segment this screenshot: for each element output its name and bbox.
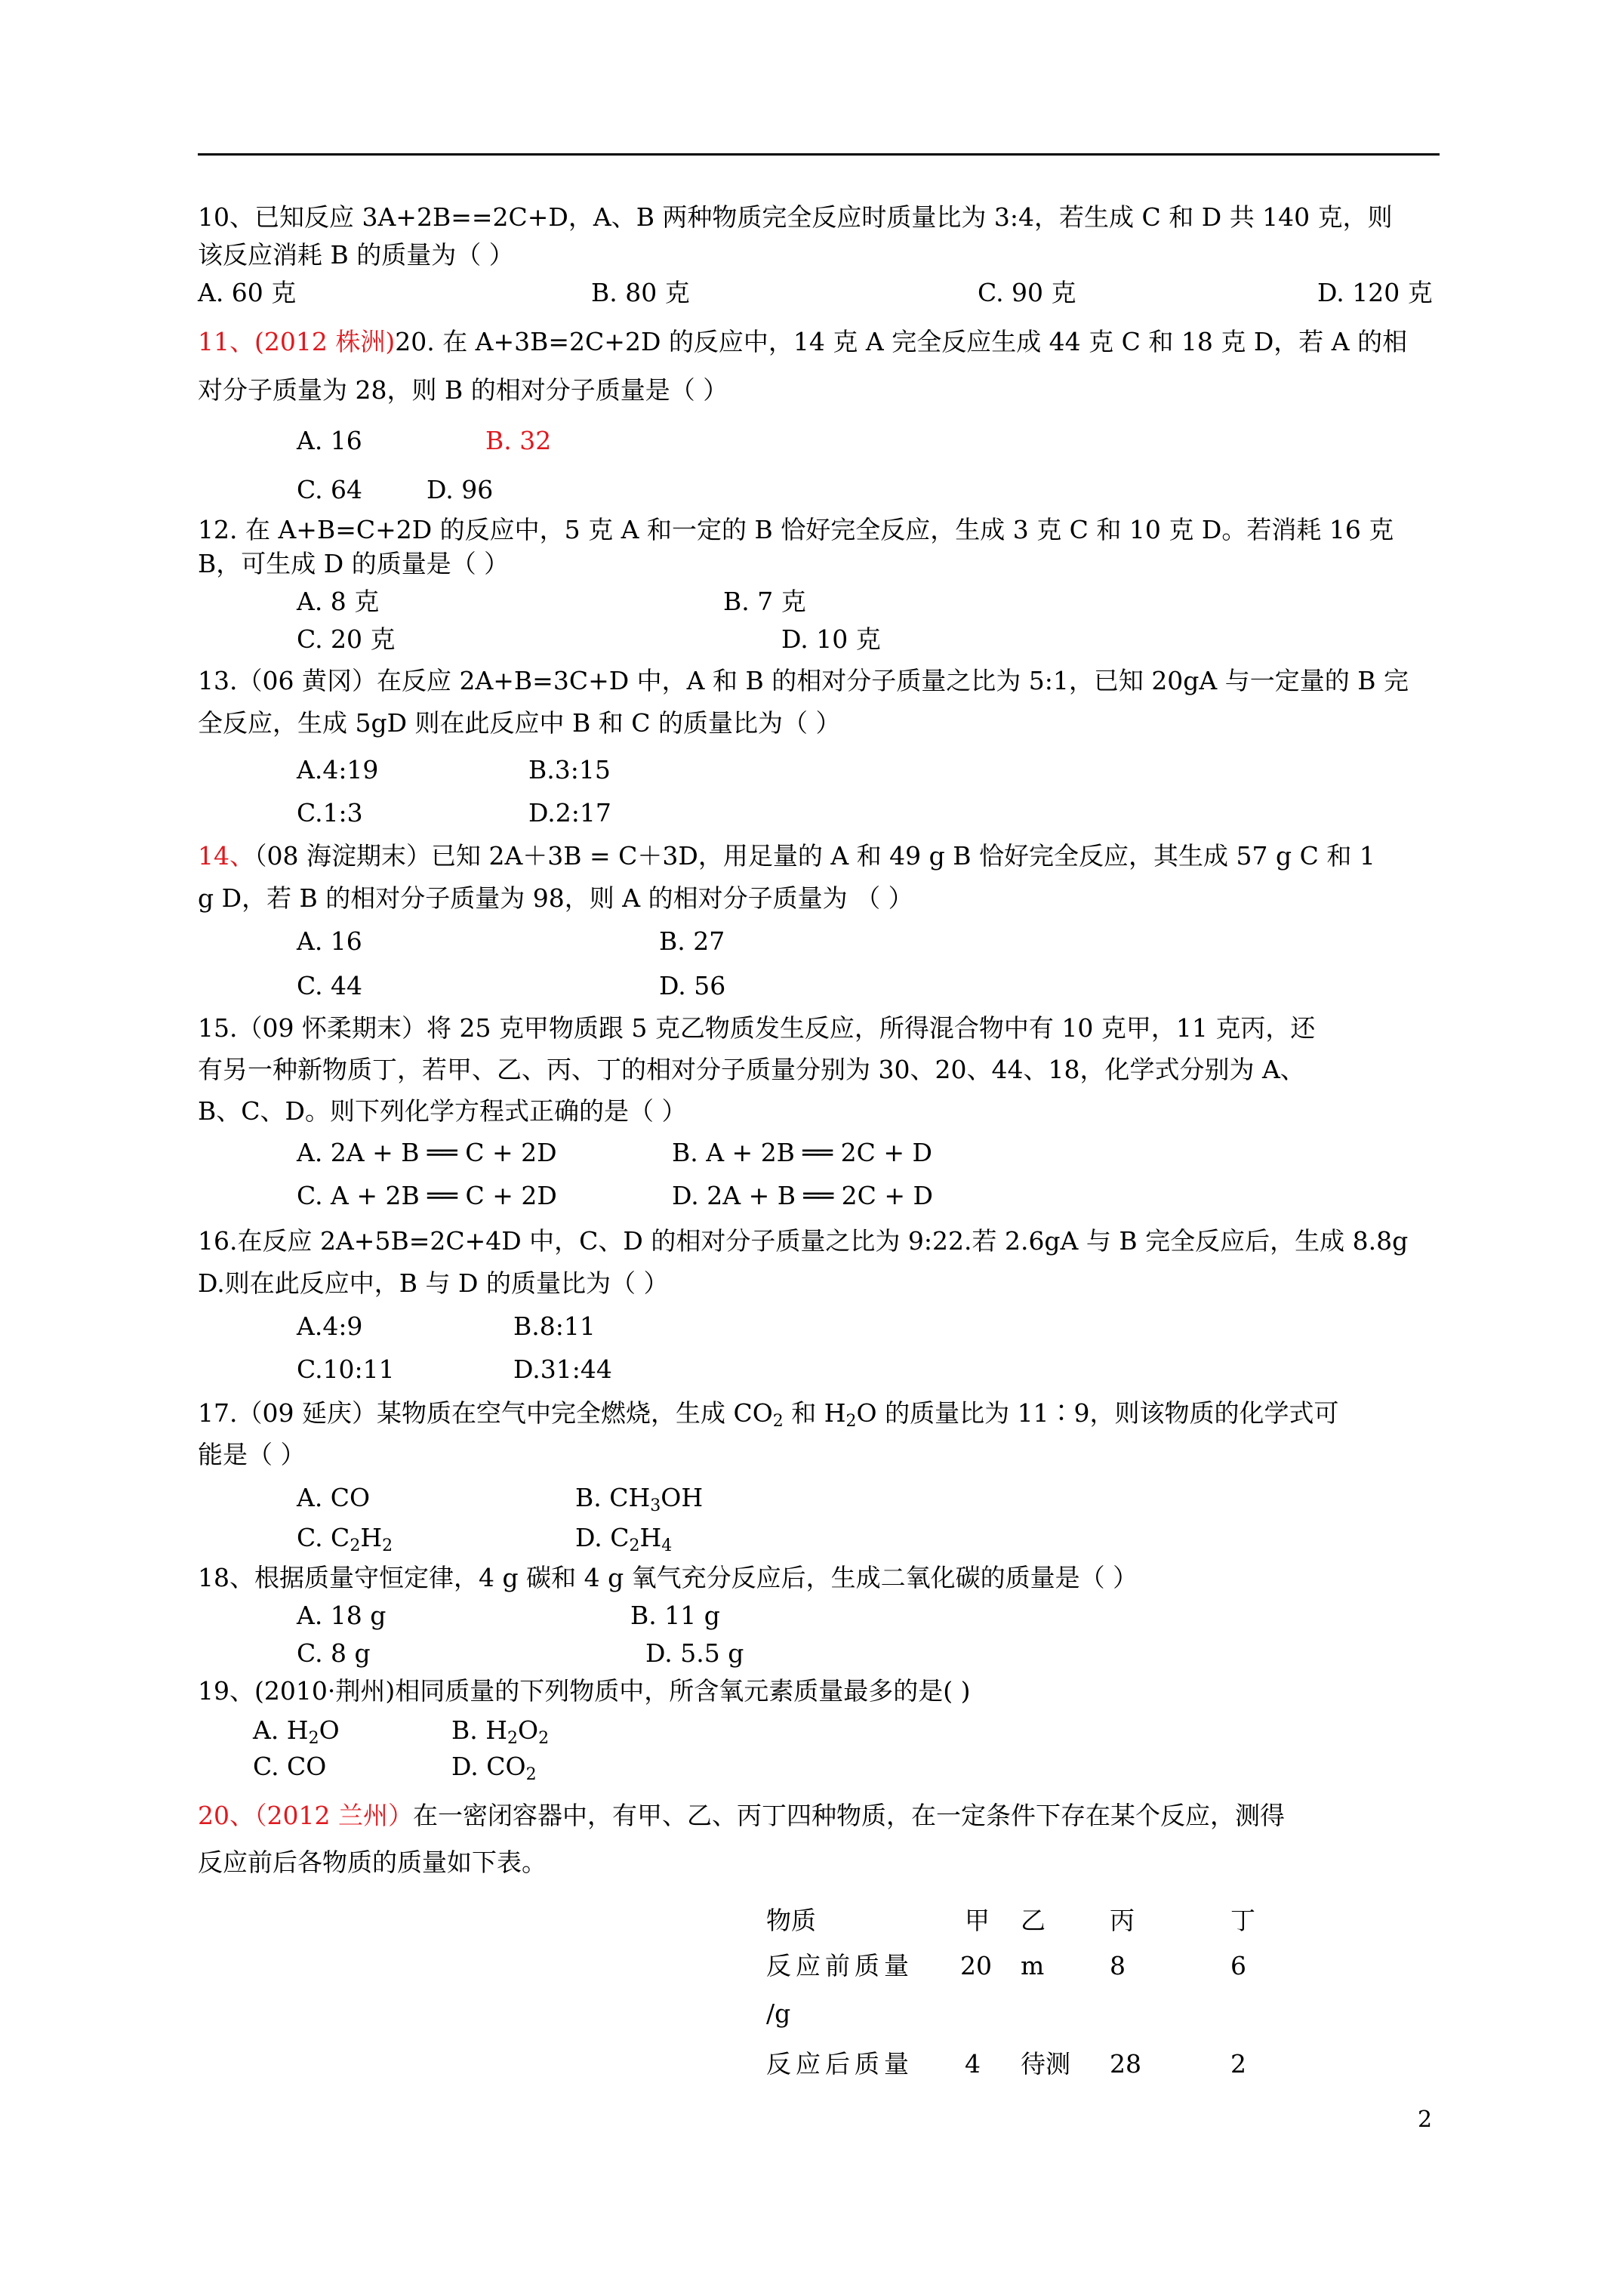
q11-line1 [198,325,1407,359]
table-row1-unit: /g [766,1999,791,2028]
table-header-yi: 乙 [1021,1906,1046,1935]
q14-option-a: A. 16 [297,926,362,956]
q20-line1 [198,1799,1285,1832]
q14-number: 14、 [198,841,254,871]
q11-text: 20. 在 A+3B=2C+2D 的反应中，14 克 A 完全反应生成 44 克 C 和 18 克 D，若 A 的相 [395,327,1408,356]
q13-option-b: B.3:15 [528,755,611,784]
q17-b-text-end: OH [661,1483,704,1512]
q10-option-d: D. 120 克 [1317,278,1433,307]
q19-a-text-end: O [319,1715,340,1745]
table-row2-bing: 28 [1110,2049,1141,2079]
q11-source-tag: 11、(2012 株洲) [198,327,396,356]
q12-option-b: B. 7 克 [723,587,806,616]
q17-b-text: B. CH [575,1483,651,1512]
table-header-jia: 甲 [965,1906,990,1935]
table-header-substance: 物质 [766,1906,816,1935]
q18-option-b: B. 11 g [630,1601,720,1630]
q17-c-text: C. C [297,1523,350,1552]
q13-option-c: C.1:3 [297,798,363,827]
q13-line2: 全反应，生成 5gD 则在此反应中 B 和 C 的质量比为（ ） [198,708,841,738]
q17-option-b [575,1481,703,1515]
q19-b-text: B. H [451,1715,508,1745]
table-row1-ding: 6 [1230,1951,1246,1980]
q19-option-c: C. CO [253,1752,327,1781]
table-row1-label: 反应前质量 [766,1951,913,1980]
table-row1-jia: 20 [960,1951,992,1980]
q19-a-text: A. H [253,1715,309,1745]
q17-d-subscript-1: 2 [629,1536,640,1555]
q20-line2: 反应前后各物质的质量如下表。 [198,1848,547,1877]
q13-option-a: A.4:19 [297,755,379,784]
q11-option-a: A. 16 [297,426,362,455]
q12-option-c: C. 20 克 [297,624,396,654]
q14-line1 [198,840,1375,873]
q11-line2: 对分子质量为 28，则 B 的相对分子质量是（ ） [198,375,728,405]
q14-text: （08 海淀期末）已知 2A＋3B = C＋3D，用足量的 A 和 49 g B 恰好完全反应，其生成 57 g C 和 1 [254,841,1375,871]
q17-b-subscript: 3 [650,1496,661,1515]
q10-line2: 该反应消耗 B 的质量为（ ） [198,240,514,270]
q17-line2: 能是（ ） [198,1440,306,1469]
q18-option-c: C. 8 g [297,1638,371,1668]
q17-line1 [198,1397,1339,1430]
q19-a-subscript: 2 [308,1729,319,1748]
q17-text-c: O 的质量比为 11∶9，则该物质的化学式可 [856,1398,1339,1428]
q17-text-b: 和 H [783,1398,846,1428]
q19-line1: 19、(2010·荆州)相同质量的下列物质中，所含氧元素质量最多的是( ) [198,1676,971,1706]
q17-d-text: D. C [575,1523,630,1552]
q18-option-a: A. 18 g [297,1601,387,1630]
q14-option-b: B. 27 [659,926,725,956]
table-row2-ding: 2 [1230,2049,1246,2079]
q11-option-b-answer: B. 32 [485,426,552,455]
q13-line1: 13.（06 黄冈）在反应 2A+B=3C+D 中，A 和 B 的相对分子质量之比为 5:1，已知 20gA 与一定量的 B 完 [198,666,1409,695]
q11-option-c: C. 64 [297,475,363,504]
table-row1-yi: m [1021,1951,1045,1980]
q16-option-b: B.8:11 [513,1311,596,1341]
q14-option-c: C. 44 [297,971,363,1000]
q15-line1: 15.（09 怀柔期末）将 25 克甲物质跟 5 克乙物质发生反应，所得混合物中有 10 克甲，11 克丙，还 [198,1013,1316,1043]
q15-line3: B、C、D。则下列化学方程式正确的是（ ） [198,1096,687,1126]
table-header-ding: 丁 [1230,1906,1255,1935]
q17-h2o-subscript: 2 [845,1412,857,1431]
q15-option-d: D. 2A + B ══ 2C + D [672,1181,934,1210]
q17-d-text-mid: H [639,1523,662,1552]
q17-option-a: A. CO [297,1483,371,1512]
page-number: 2 [1418,2106,1433,2133]
header-rule [198,153,1440,156]
q10-option-c: C. 90 克 [978,278,1076,307]
q17-c-subscript-2: 2 [382,1536,393,1555]
q17-d-subscript-2: 4 [661,1536,673,1555]
q16-option-a: A.4:9 [297,1311,363,1341]
q19-option-d [451,1750,537,1783]
table-row2-jia: 4 [965,2049,981,2079]
q12-option-d: D. 10 克 [781,624,881,654]
q15-option-b: B. A + 2B ══ 2C + D [672,1138,932,1167]
q17-text-a: 17.（09 延庆）某物质在空气中完全燃烧，生成 CO [198,1398,773,1428]
q17-co2-subscript: 2 [772,1412,784,1431]
q16-option-d: D.31:44 [513,1354,612,1384]
q10-option-b: B. 80 克 [591,278,690,307]
q15-option-a: A. 2A + B ══ C + 2D [297,1138,557,1167]
table-header-bing: 丙 [1110,1906,1135,1935]
table-row2-label: 反应后质量 [766,2049,913,2079]
q19-b-text-mid: O [518,1715,539,1745]
q19-b-subscript-1: 2 [507,1729,519,1748]
q16-line2: D.则在此反应中，B 与 D 的质量比为（ ） [198,1268,669,1298]
q16-line1: 16.在反应 2A+5B=2C+4D 中，C、D 的相对分子质量之比为 9:22.若 2.6gA 与 B 完全反应后，生成 8.8g [198,1226,1409,1256]
q19-b-subscript-2: 2 [538,1729,550,1748]
q10-option-a: A. 60 克 [198,278,297,307]
q19-d-subscript: 2 [525,1765,537,1784]
q17-c-text-mid: H [360,1523,383,1552]
q18-line1: 18、根据质量守恒定律，4 g 碳和 4 g 氧气充分反应后，生成二氧化碳的质量是（ ） [198,1563,1138,1592]
q14-line2: g D，若 B 的相对分子质量为 98，则 A 的相对分子质量为 （ ） [198,883,913,913]
q14-option-d: D. 56 [659,971,726,1000]
q20-source-tag: 20、（2012 兰州） [198,1801,413,1830]
q15-line2: 有另一种新物质丁，若甲、乙、丙、丁的相对分子质量分别为 30、20、44、18，化学式分别为 A、 [198,1055,1305,1084]
q17-option-d [575,1521,672,1555]
q19-option-b [451,1714,549,1747]
q16-option-c: C.10:11 [297,1354,395,1384]
q19-d-text: D. CO [451,1752,526,1781]
q12-line1: 12. 在 A+B=C+2D 的反应中，5 克 A 和一定的 B 恰好完全反应，生成 3 克 C 和 10 克 D。若消耗 16 克 [198,515,1394,544]
q20-text: 在一密闭容器中，有甲、乙、丙丁四种物质，在一定条件下存在某个反应，测得 [412,1801,1285,1830]
q11-option-d: D. 96 [427,475,494,504]
q13-option-d: D.2:17 [528,798,611,827]
q12-line2: B，可生成 D 的质量是（ ） [198,549,510,578]
q18-option-d: D. 5.5 g [645,1638,744,1668]
q12-option-a: A. 8 克 [297,587,380,616]
table-row1-bing: 8 [1110,1951,1126,1980]
q19-option-a [253,1714,340,1747]
table-row2-yi: 待测 [1021,2049,1070,2079]
q10-line1: 10、已知反应 3A+2B==2C+D，A、B 两种物质完全反应时质量比为 3:4，若生成 C 和 D 共 140 克，则 [198,202,1393,232]
q15-option-c: C. A + 2B ══ C + 2D [297,1181,557,1210]
q17-option-c [297,1521,393,1555]
q17-c-subscript-1: 2 [350,1536,361,1555]
